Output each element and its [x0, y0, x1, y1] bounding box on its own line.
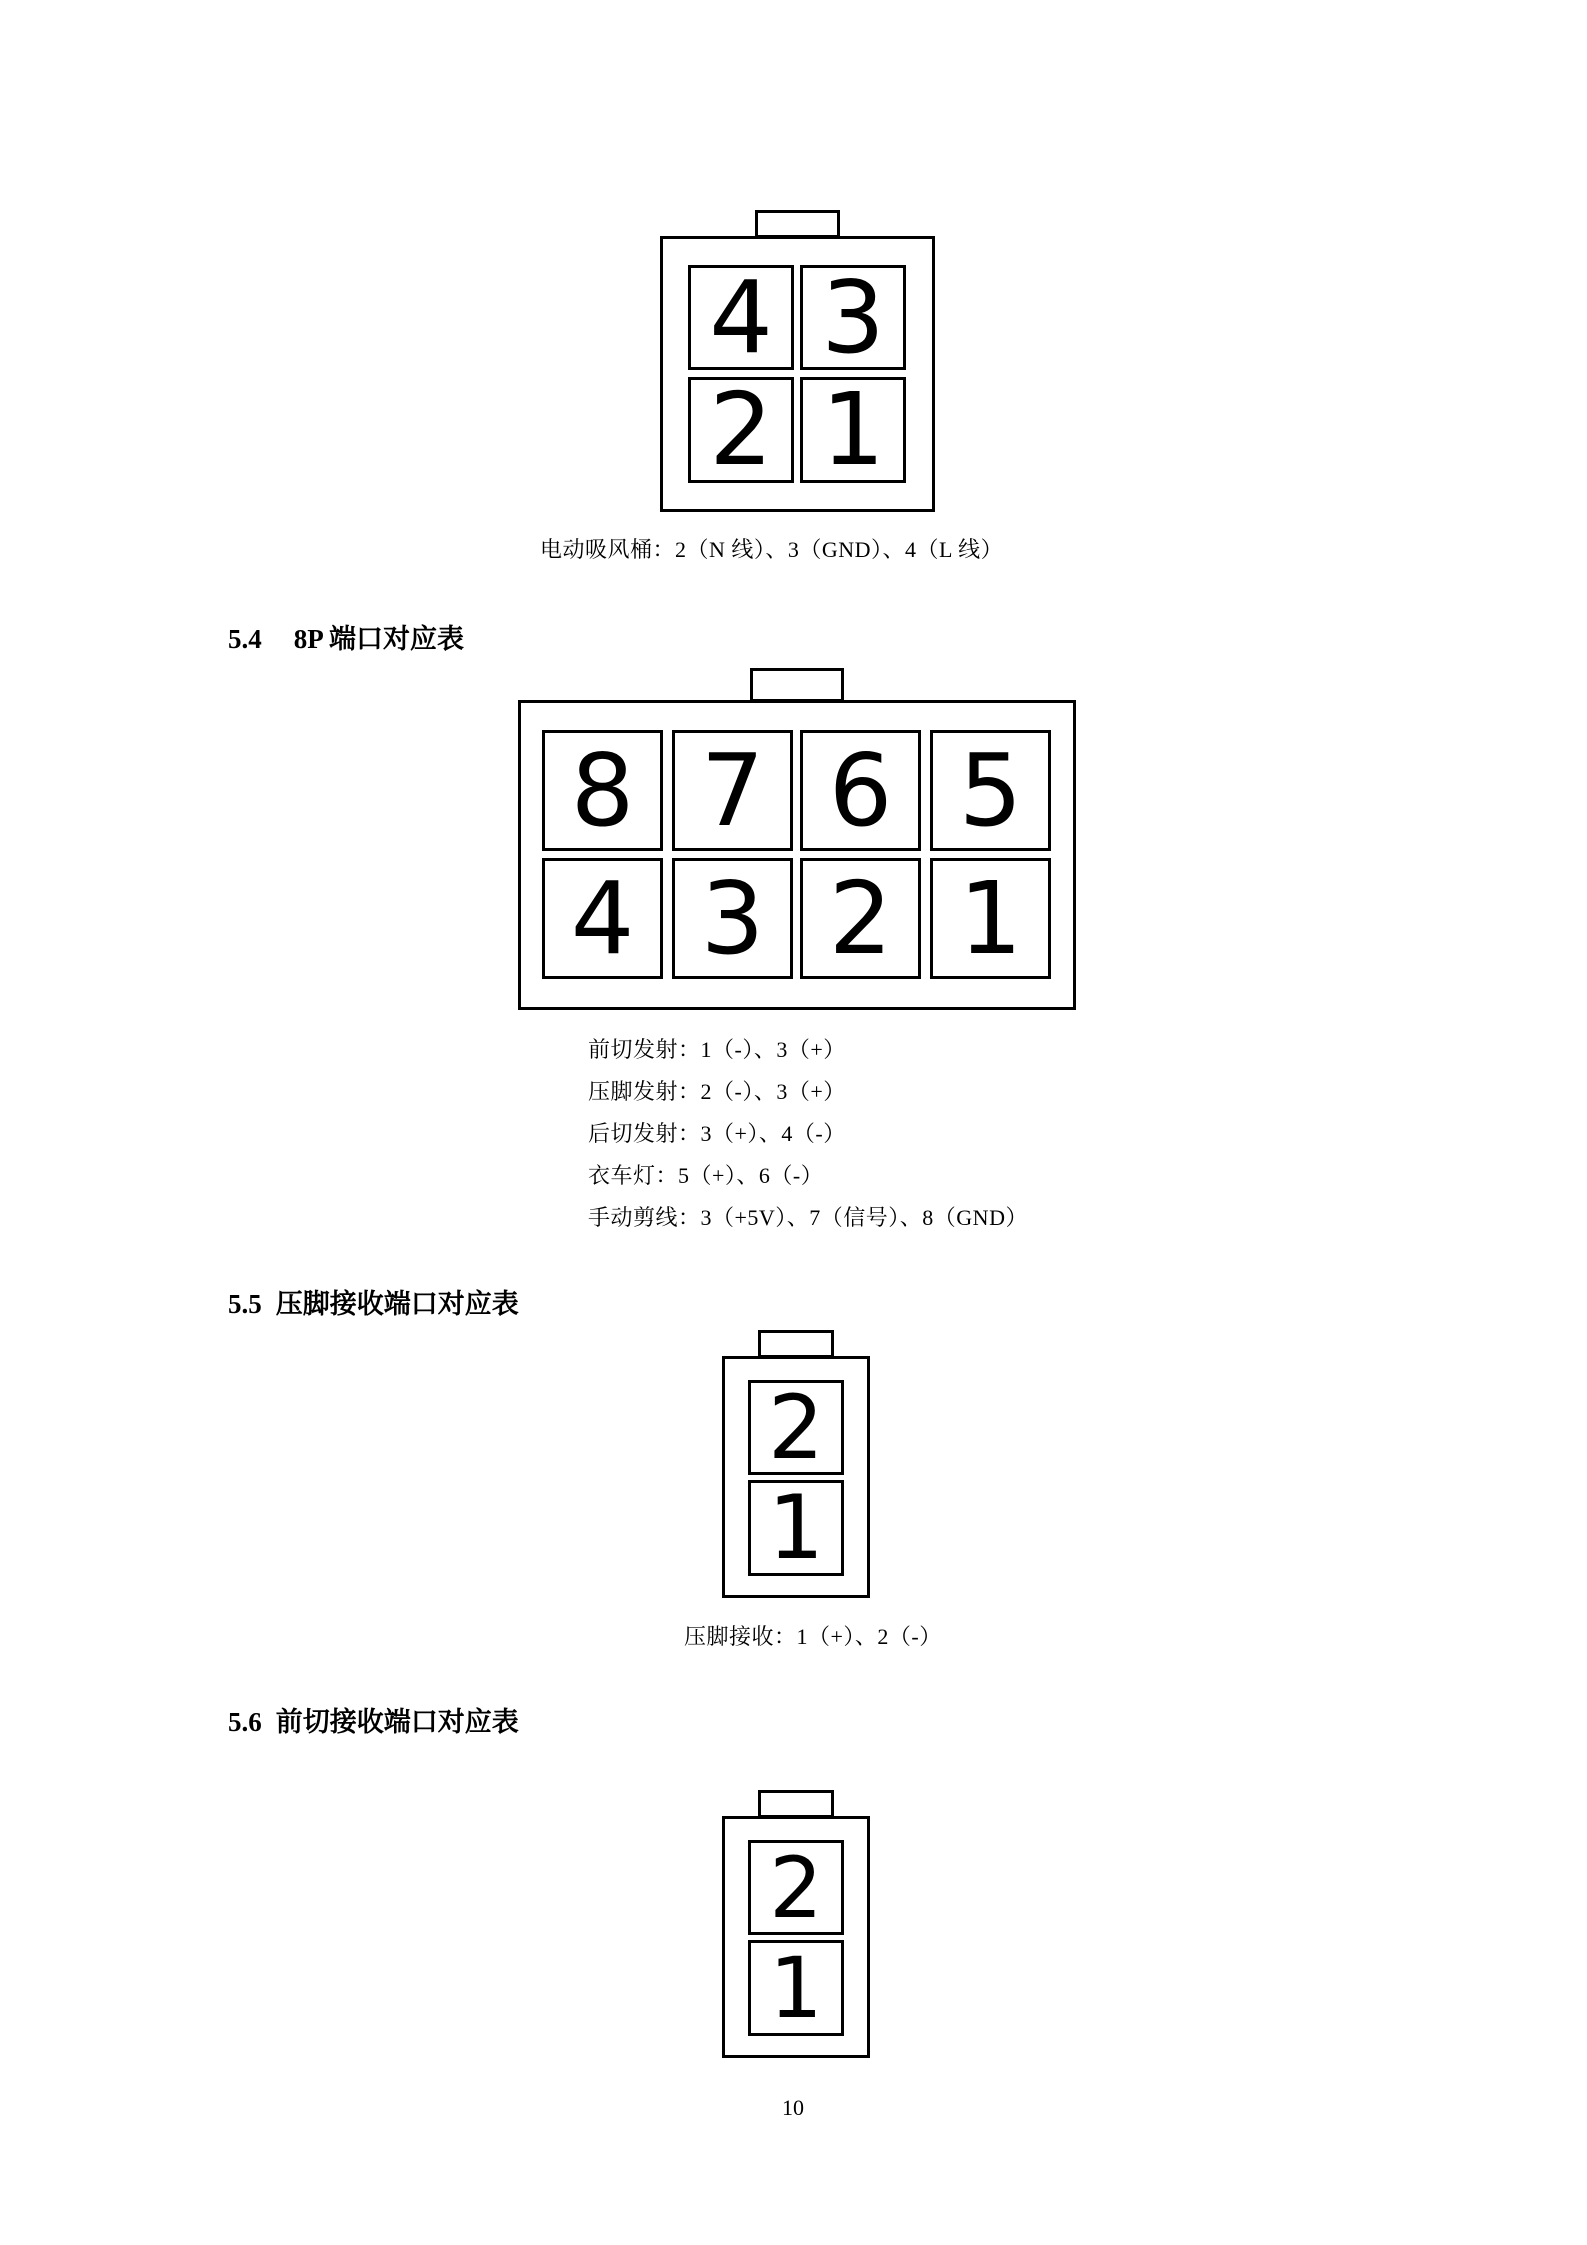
pin-cell: 3 [672, 858, 793, 979]
section-heading-5-6 [228, 1700, 519, 1739]
pin-cell: 8 [542, 730, 663, 851]
page-number: 10 [782, 2095, 804, 2120]
connector-tab [755, 210, 840, 238]
pin-cell: 1 [930, 858, 1051, 979]
list-item: 压脚发射：2（-）、3（+） [588, 1079, 846, 1104]
pin-cell: 1 [748, 1940, 844, 2036]
connector-2p-caption: 压脚接收：1（+）、2（-） [684, 1624, 942, 1649]
pin-cell: 1 [748, 1480, 844, 1576]
section-number: 5.5 [228, 1289, 262, 1319]
list-item: 衣车灯：5（+）、6（-） [588, 1163, 824, 1188]
section-title: 压脚接收端口对应表 [275, 1289, 519, 1319]
pin-cell: 7 [672, 730, 793, 851]
section-title: 8P 端口对应表 [293, 624, 465, 654]
pin-cell: 4 [688, 265, 794, 370]
pin-cell: 2 [748, 1840, 844, 1935]
section-heading-5-5 [228, 1282, 519, 1321]
connector-tab [758, 1790, 834, 1818]
pin-cell: 2 [748, 1380, 844, 1475]
list-item: 后切发射：3（+）、4（-） [588, 1121, 846, 1146]
section-heading-5-4 [228, 617, 464, 656]
pin-cell: 3 [800, 265, 906, 370]
pin-cell: 1 [800, 377, 906, 483]
section-number: 5.6 [228, 1707, 262, 1737]
pin-cell: 6 [800, 730, 921, 851]
pin-cell: 4 [542, 858, 663, 979]
connector-4p-caption: 电动吸风桶：2（N 线）、3（GND）、4（L 线） [540, 537, 1004, 562]
list-item: 前切发射：1（-）、3（+） [588, 1037, 846, 1062]
pin-cell: 2 [688, 377, 794, 483]
pin-cell: 2 [800, 858, 921, 979]
section-title: 前切接收端口对应表 [275, 1707, 519, 1737]
pin-cell: 5 [930, 730, 1051, 851]
connector-tab [758, 1330, 834, 1358]
connector-tab [750, 668, 844, 702]
list-item: 手动剪线：3（+5V）、7（信号）、8（GND） [588, 1205, 1028, 1230]
section-number: 5.4 [228, 624, 262, 654]
